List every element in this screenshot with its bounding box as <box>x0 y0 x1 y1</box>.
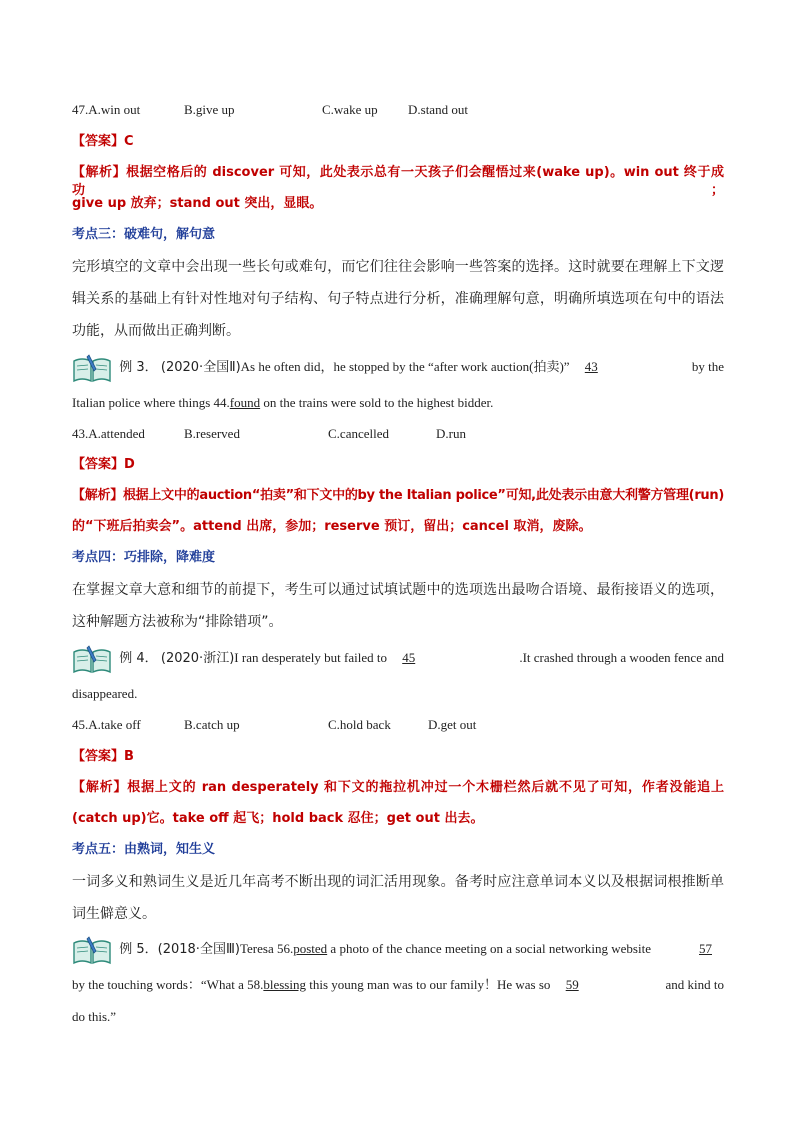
book-pencil-icon <box>72 353 112 383</box>
example-4-line1 <box>72 643 724 675</box>
example-5-source: (2018·全国Ⅲ) <box>157 942 240 957</box>
explanation-47-line1: 【解析】根据空格后的 discover 可知，此处表示总有一天孩子们会醒悟过来(wake up)。win out 终于成功； <box>72 165 724 198</box>
option-a: 45.A.take off <box>72 717 141 732</box>
book-pencil-icon <box>72 644 112 674</box>
example-3-text-2b: on the trains were sold to the highest bidder. <box>260 395 494 410</box>
example-5-text-2a: by the touching words：“What a 58. <box>72 977 264 992</box>
example-3-line2 <box>72 394 724 412</box>
example-5-text-2b: this young man was to our family！He was so <box>305 977 551 992</box>
explanation-43-line1: 【解析】根据上文中的auction“拍卖”和下文中的by the Italian police”可知,此处表示由意大利警方管理(run) <box>72 488 724 503</box>
example-4-text: I ran desperately but failed to <box>234 650 387 665</box>
option-c: C.cancelled <box>328 426 389 441</box>
answer-45: 【答案】B <box>72 749 134 764</box>
example-3-text-end: by the <box>691 359 724 374</box>
paragraph-5-line2: 词生僻意义。 <box>72 906 156 922</box>
example-3-text-2a: Italian police where things 44. <box>72 395 230 410</box>
example-4-line2: disappeared. <box>72 686 138 701</box>
example-5-label: 例 5． <box>119 942 158 957</box>
example-4-label: 例 4． <box>119 651 158 666</box>
example-3-line1 <box>72 352 724 384</box>
example-3-label: 例 3． <box>119 360 158 375</box>
option-b: B.reserved <box>184 426 240 441</box>
example-5-line2 <box>72 976 724 994</box>
example-4-text-end: .It crashed through a wooden fence and <box>519 650 724 665</box>
paragraph-5-line1: 一词多义和熟词生义是近几年高考不断出现的词汇活用现象。备考时应注意单词本义以及根据词根推断单 <box>72 874 724 890</box>
example-5-line3: do this.” <box>72 1009 117 1024</box>
explanation-45-line1: 【解析】根据上文的 ran desperately 和下文的拖拉机冲过一个木栅栏然后就不见了可知，作者没能追上 <box>72 780 724 795</box>
section-title-4: 考点四：巧排除，降难度 <box>72 550 216 565</box>
paragraph-3-line1: 完形填空的文章中会出现一些长句或难句，而它们往往会影响一些答案的选择。这时就要在理解上下文逻 <box>72 259 724 275</box>
explanation-47-line2: give up 放弃；stand out 突出，显眼。 <box>72 196 323 211</box>
book-pencil-icon <box>72 935 112 965</box>
paragraph-4-line2: 这种解题方法被称为“排除错项”。 <box>72 614 283 630</box>
example-4-source: (2020·浙江) <box>160 651 235 666</box>
answer-47: 【答案】C <box>72 134 134 149</box>
option-d: D.get out <box>428 717 477 732</box>
underlined-word-posted: posted <box>293 941 328 956</box>
option-a: 47.A.win out <box>72 102 141 117</box>
answer-43: 【答案】D <box>72 457 135 472</box>
explanation-45-line2: (catch up)它。take off 起飞；hold back 忍住；get out 出去。 <box>72 811 484 826</box>
blank-43: 43 <box>584 359 598 374</box>
example-5-text-2c: and kind to <box>665 977 724 992</box>
example-3-source: (2020·全国Ⅱ) <box>160 360 241 375</box>
paragraph-3-line3: 功能，从而做出正确判断。 <box>72 323 240 339</box>
example-3-text: As he often did，he stopped by the “after work auction(拍卖)” <box>240 359 570 374</box>
example-5-text-2: a photo of the chance meeting on a social networking website <box>327 941 651 956</box>
option-d: D.stand out <box>408 102 468 117</box>
option-c: C.hold back <box>328 717 391 732</box>
underlined-word-found: found <box>229 395 261 410</box>
section-title-3: 考点三：破难句，解句意 <box>72 227 216 242</box>
blank-59: 59 <box>565 977 579 992</box>
example-5-text-1: Teresa 56. <box>239 941 294 956</box>
option-d: D.run <box>436 426 466 441</box>
explanation-43-line2: 的“下班后拍卖会”。attend 出席，参加；reserve 预订，留出；cancel 取消，废除。 <box>72 519 592 534</box>
option-b: B.catch up <box>184 717 240 732</box>
paragraph-3-line2: 辑关系的基础上有针对性地对句子结构、句子特点进行分析，准确理解句意，明确所填选项在句中的语法 <box>72 291 724 307</box>
blank-45: 45 <box>402 650 416 665</box>
option-b: B.give up <box>184 102 235 117</box>
option-a: 43.A.attended <box>72 426 145 441</box>
section-title-5: 考点五：由熟词，知生义 <box>72 842 216 857</box>
paragraph-4-line1: 在掌握文章大意和细节的前提下，考生可以通过试填试题中的选项选出最吻合语境、最衔接语义的选项， <box>72 582 724 598</box>
example-5-line1 <box>72 934 724 966</box>
blank-57: 57 <box>699 941 712 956</box>
option-c: C.wake up <box>322 102 378 117</box>
underlined-word-blessing: blessing <box>263 977 306 992</box>
